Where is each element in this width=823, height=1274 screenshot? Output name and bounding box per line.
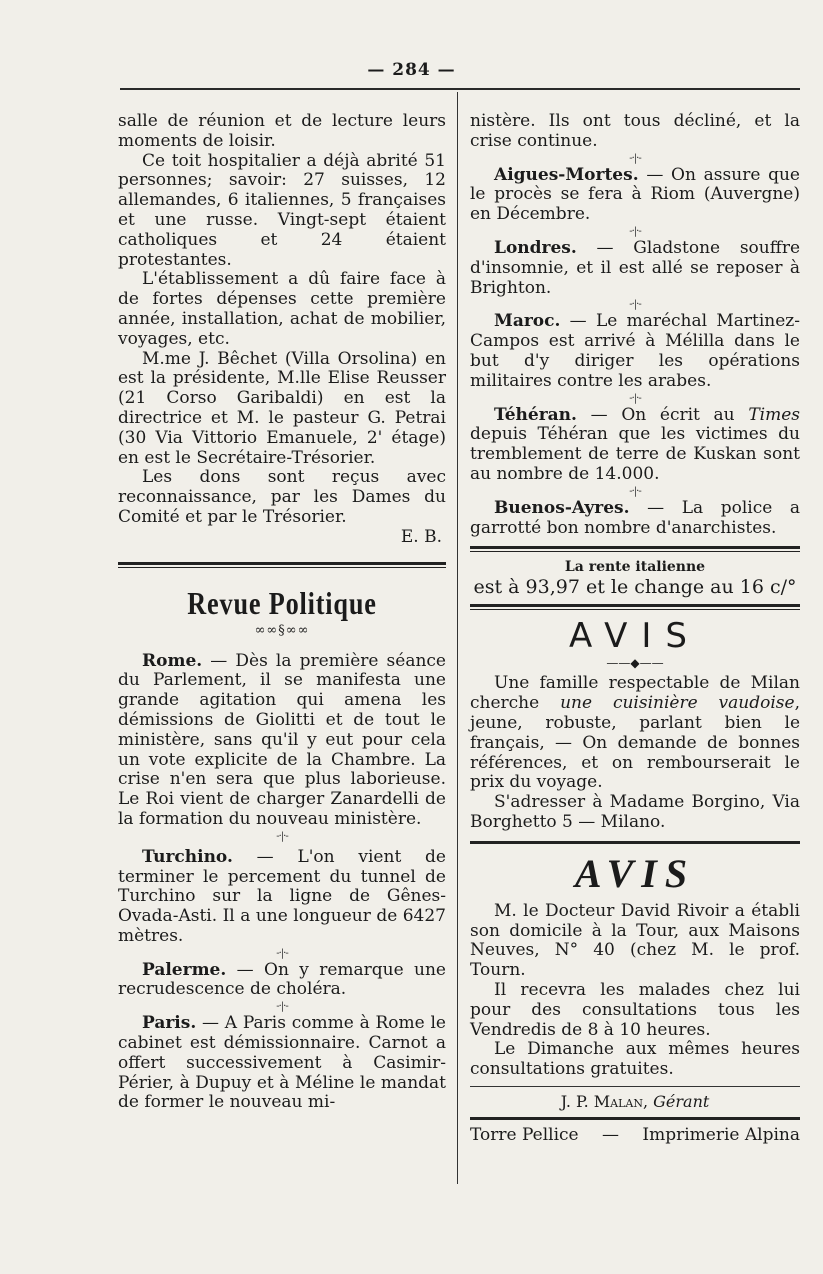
notice-doctor-address: M. le Docteur David Rivoir a établi son domicile à la Tour, aux Maisons Neuves, N° 40 (chez M. le prof. Tourn. bbox=[470, 900, 800, 981]
printer-line bbox=[470, 1124, 800, 1146]
signature: E. B. bbox=[400, 526, 442, 547]
news-heading: Aigues-Mortes. bbox=[494, 164, 639, 185]
notice-title-decorative: AVIS bbox=[574, 850, 696, 896]
news-paris bbox=[118, 1014, 446, 1113]
newspaper-name: Times bbox=[748, 404, 800, 425]
news-text: — L'on vient de terminer le percement du tunnel de Turchino sur la ligne de Gênes-Ovada-Asti. Il a une longueur de 6427 mètres. bbox=[118, 846, 446, 946]
news-text: — Gladstone souffre d'insomnie, et il est allé se reposer à Brighton. bbox=[470, 237, 800, 298]
paragraph-continuation: nistère. Ils ont tous décliné, et la crise continue. bbox=[470, 111, 800, 151]
paragraph-donations: Les dons sont reçus avec reconnaissance, par les Dames du Comité et par le Trésorier. bbox=[118, 467, 446, 527]
news-text: — On y remarque une recrudescence de choléra. bbox=[118, 959, 446, 1000]
news-heading: Paris. bbox=[142, 1013, 197, 1034]
notice-address: S'adresser à Madame Borgino, Via Borghetto 5 — Milano. bbox=[470, 792, 800, 832]
notice-doctor-sunday: Le Dimanche aux mêmes heures consultations gratuites. bbox=[470, 1039, 800, 1080]
news-heading: Palerme. bbox=[142, 959, 227, 980]
news-separator: -·|·- bbox=[629, 392, 641, 404]
left-column bbox=[118, 112, 446, 1113]
notice-cook-text bbox=[470, 674, 800, 793]
news-heading: Rome. bbox=[142, 650, 203, 671]
paragraph-residents: Ce toit hospitalier a déjà abrité 51 personnes; savoir: 27 suisses, 12 allemandes, 6 italiennes, 5 françaises et une russe. Vingt-sept étaient catholiques et 24 étaient protestantes. bbox=[118, 150, 446, 270]
gerant-title: Gérant bbox=[653, 1091, 710, 1111]
news-heading: Turchino. bbox=[142, 846, 233, 867]
news-separator: -·|·- bbox=[629, 485, 641, 497]
notice-doctor-hours: Il recevra les malades chez lui pour des consultations tous les Vendredis de 8 à 10 heures. bbox=[470, 979, 800, 1040]
news-londres bbox=[470, 239, 800, 298]
printer-dash: — bbox=[602, 1124, 619, 1145]
news-text: — Le maréchal Martinez-Campos est arrivé à Mélilla dans le but d'y diriger les opérations militaires contre les arabes. bbox=[470, 311, 800, 391]
news-text: — Dès la première séance du Parlement, il se manifesta une grande agitation qui amena les démissions de Giolitti et de tout le ministère, sans qu'il y eut pour cela un vote explicite de la Chambre. La crise n'en sera que plus laborieuse. Le Roi vient de charger Zanardelli de la formation du nouveau ministère. bbox=[118, 650, 446, 829]
notice-text: Une famille respectable de Milan cherche bbox=[470, 673, 800, 714]
column-divider bbox=[457, 92, 458, 1184]
right-column bbox=[470, 112, 800, 1146]
news-palerme bbox=[118, 961, 446, 1001]
news-separator: -·|·- bbox=[629, 152, 641, 164]
header-rule bbox=[120, 88, 800, 90]
news-heading: Maroc. bbox=[494, 311, 561, 332]
news-heading: Téhéran. bbox=[494, 404, 577, 425]
section-title: Revue Politique bbox=[187, 584, 377, 621]
news-text: — On écrit au bbox=[576, 404, 749, 425]
news-separator: -·|·- bbox=[629, 299, 641, 311]
gerant-name: J. P. Malan bbox=[560, 1091, 643, 1111]
news-teheran bbox=[470, 406, 800, 485]
rente-value: est à 93,97 et le change au 16 c/° bbox=[473, 576, 797, 599]
page-number: — 284 — bbox=[367, 60, 456, 80]
news-separator: -·|·- bbox=[276, 947, 288, 959]
printer-city: Torre Pellice bbox=[470, 1124, 579, 1145]
news-separator: -·|·- bbox=[276, 830, 288, 842]
news-rome bbox=[118, 652, 446, 830]
title-ornament: ∞∞§∞∞ bbox=[254, 622, 310, 638]
notice-text: , jeune, robuste, parlant bien le français, — On demande de bonnes références, et on rembourserait le prix du voyage. bbox=[470, 693, 800, 793]
news-text: — La police a garrotté bon nombre d'anarchistes. bbox=[470, 497, 800, 538]
paragraph-continuation: salle de réunion et de lecture leurs moments de loisir. bbox=[118, 111, 446, 151]
gerant-line: J. P. Malan, Gérant bbox=[560, 1091, 710, 1111]
news-aigues-mortes bbox=[470, 166, 800, 225]
news-heading: Buenos-Ayres. bbox=[494, 497, 630, 518]
news-separator: -·|·- bbox=[276, 1001, 288, 1013]
news-turchino bbox=[118, 848, 446, 947]
notice-ornament: ——◆—— bbox=[606, 656, 664, 671]
news-text: depuis Téhéran que les victimes du tremblement de terre de Kuskan sont au nombre de 14.000. bbox=[470, 424, 800, 484]
notice-title: AVIS bbox=[569, 616, 701, 657]
news-text: — On assure que le procès se fera à Riom (Auvergne) en Décembre. bbox=[470, 164, 800, 225]
news-text: — A Paris comme à Rome le cabinet est démissionnaire. Carnot a offert successivement à Casimir-Périer, à Dupuy et à Méline le mandat de former le nouveau mi- bbox=[118, 1013, 446, 1113]
news-maroc bbox=[470, 312, 800, 391]
notice-job: une cuisinière vaudoise bbox=[560, 693, 795, 714]
news-buenos-ayres bbox=[470, 499, 800, 539]
paragraph-expenses: L'établissement a dû faire face à de fortes dépenses cette première année, installation, achat de mobilier, voyages, etc. bbox=[118, 269, 446, 349]
printer-name: Imprimerie Alpina bbox=[642, 1124, 800, 1145]
rente-title: La rente italienne bbox=[564, 559, 706, 576]
paragraph-committee: M.me J. Bêchet (Villa Orsolina) en est la présidente, M.lle Elise Reusser (21 Corso Garibaldi) en est la directrice et M. le pasteur G. Petrai (30 Via Vittorio Emanuele, 2' étage) en est le Secrétaire-Trésorier. bbox=[118, 348, 446, 468]
news-separator: -·|·- bbox=[629, 225, 641, 237]
news-heading: Londres. bbox=[494, 237, 577, 258]
